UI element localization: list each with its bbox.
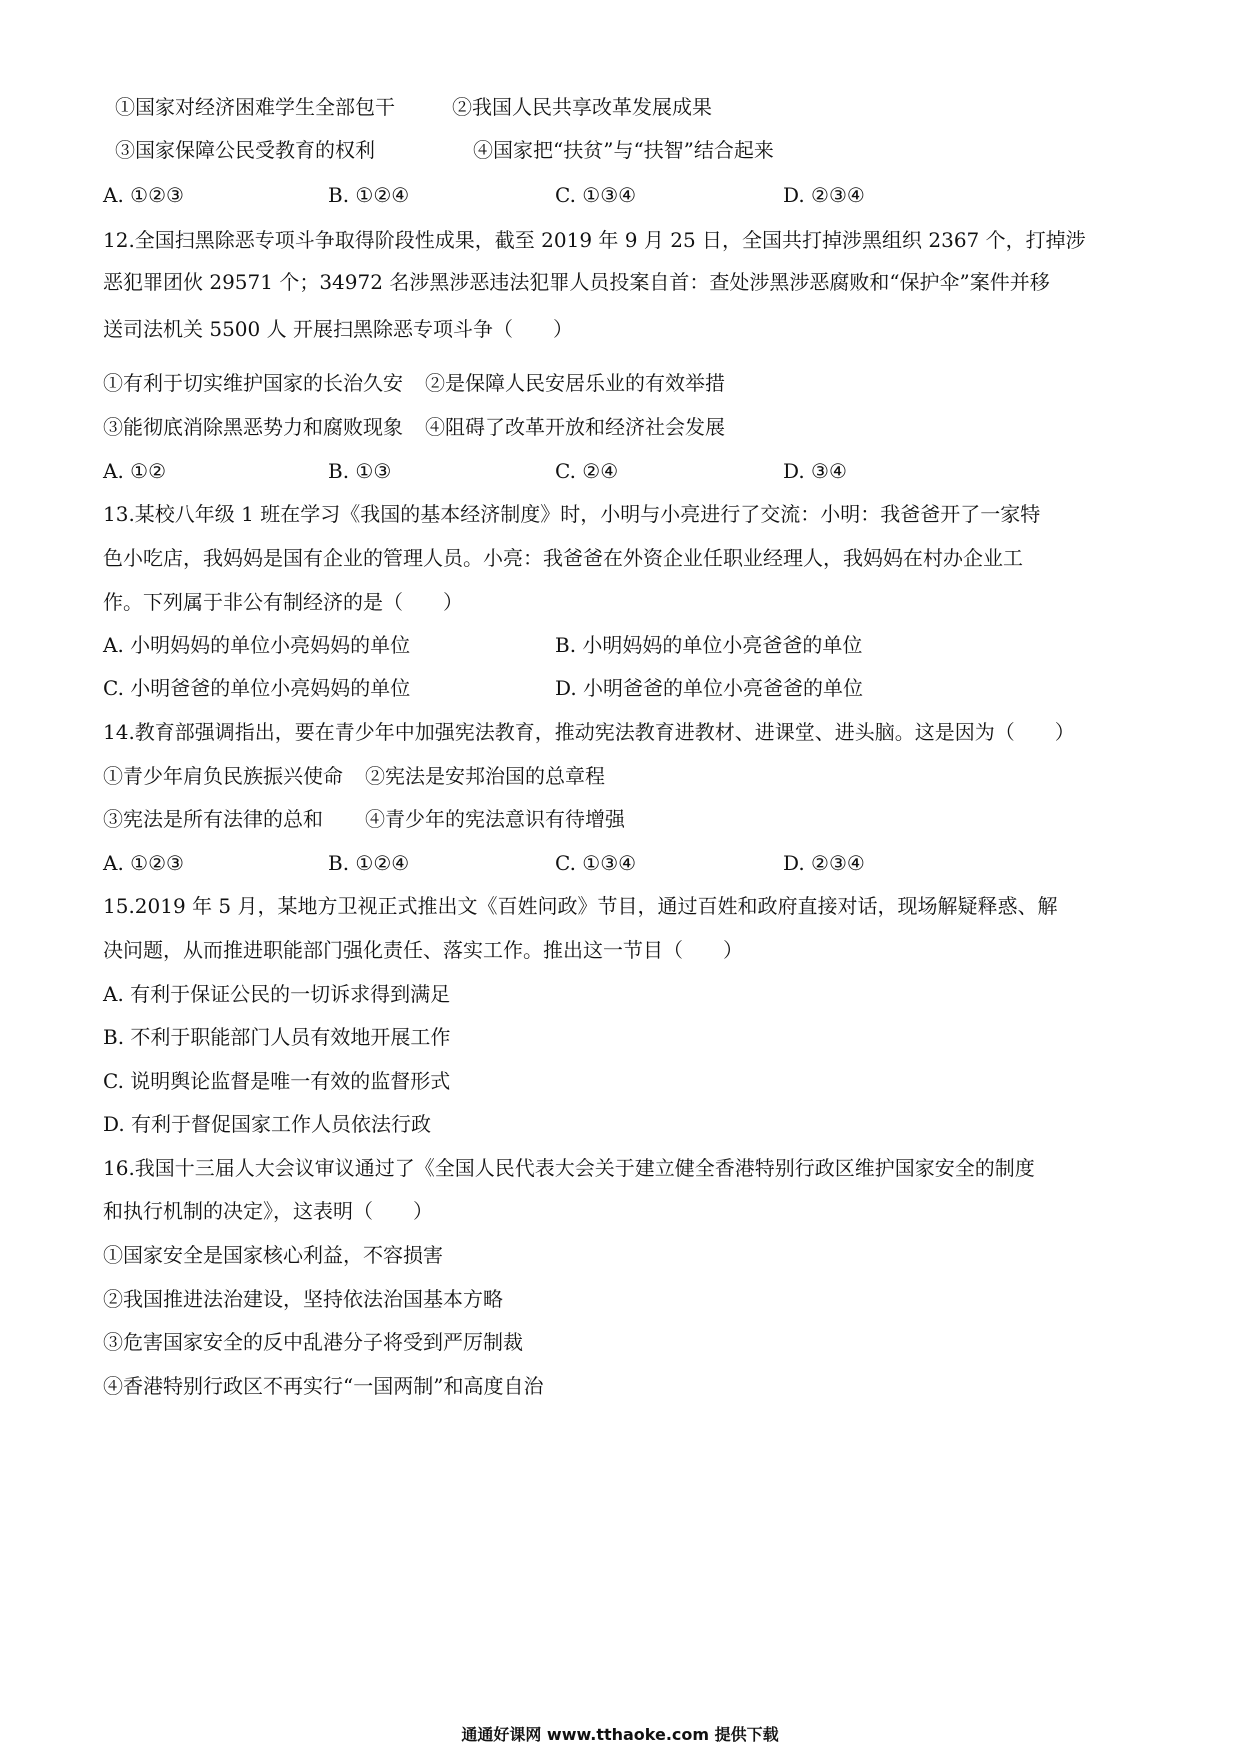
q12-option-3: ③能彻底消除黑恶势力和腐败现象 xyxy=(103,415,403,439)
q11-option-4: ④国家把“扶贫”与“扶智”结合起来 xyxy=(473,138,774,162)
q14-choice-d: D. ②③④ xyxy=(783,851,865,875)
q12-option-1: ①有利于切实维护国家的长治久安 xyxy=(103,371,403,395)
q16-option-2: ②我国推进法治建设，坚持依法治国基本方略 xyxy=(103,1287,503,1311)
q16-stem-line-1: 16.我国十三届人大会议审议通过了《全国人民代表大会关于建立健全香港特别行政区维护国家安全的制度 xyxy=(103,1156,1035,1180)
q11-choice-a: A. ①②③ xyxy=(103,183,184,207)
q12-stem-line-1: 12.全国扫黑除恶专项斗争取得阶段性成果，截至 2019 年 9 月 25 日，全国共打掉涉黑组织 2367 个，打掉涉 xyxy=(103,228,1086,252)
q14-stem-line-1: 14.教育部强调指出，要在青少年中加强宪法教育，推动宪法教育进教材、进课堂、进头脑。这是因为（ ） xyxy=(103,720,1075,744)
q15-stem-line-1: 15.2019 年 5 月，某地方卫视正式推出文《百姓问政》节目，通过百姓和政府直接对话，现场解疑释惑、解 xyxy=(103,894,1058,918)
q11-option-1: ①国家对经济困难学生全部包干 xyxy=(115,95,395,119)
q14-option-3: ③宪法是所有法律的总和 xyxy=(103,807,323,831)
q11-choice-c: C. ①③④ xyxy=(555,183,637,207)
q12-stem-line-3: 送司法机关 5500 人 开展扫黑除恶专项斗争（ ） xyxy=(103,317,573,341)
q15-choice-d: D. 有利于督促国家工作人员依法行政 xyxy=(103,1112,432,1136)
q16-option-4: ④香港特别行政区不再实行“一国两制”和高度自治 xyxy=(103,1374,544,1398)
q14-option-1: ①青少年肩负民族振兴使命 xyxy=(103,764,343,788)
q11-option-3: ③国家保障公民受教育的权利 xyxy=(115,138,375,162)
q13-choice-b: B. 小明妈妈的单位小亮爸爸的单位 xyxy=(555,633,863,657)
q11-option-2: ②我国人民共享改革发展成果 xyxy=(452,95,712,119)
q11-choice-d: D. ②③④ xyxy=(783,183,865,207)
q12-choice-b: B. ①③ xyxy=(328,459,392,483)
q12-option-4: ④阻碍了改革开放和经济社会发展 xyxy=(425,415,725,439)
q13-stem-line-2: 色小吃店，我妈妈是国有企业的管理人员。小亮：我爸爸在外资企业任职业经理人，我妈妈在村办企业工 xyxy=(103,546,1023,570)
q14-option-4: ④青少年的宪法意识有待增强 xyxy=(365,807,625,831)
q13-stem-line-3: 作。下列属于非公有制经济的是（ ） xyxy=(103,590,463,614)
q13-stem-line-1: 13.某校八年级 1 班在学习《我国的基本经济制度》时，小明与小亮进行了交流：小明：我爸爸开了一家特 xyxy=(103,502,1041,526)
q16-stem-line-2: 和执行机制的决定》，这表明（ ） xyxy=(103,1199,433,1223)
q12-option-2: ②是保障人民安居乐业的有效举措 xyxy=(425,371,725,395)
q12-choice-c: C. ②④ xyxy=(555,459,619,483)
q12-choice-d: D. ③④ xyxy=(783,459,847,483)
q16-option-1: ①国家安全是国家核心利益，不容损害 xyxy=(103,1243,443,1267)
q14-option-2: ②宪法是安邦治国的总章程 xyxy=(365,764,605,788)
q14-choice-c: C. ①③④ xyxy=(555,851,637,875)
q15-choice-b: B. 不利于职能部门人员有效地开展工作 xyxy=(103,1025,451,1049)
q15-choice-c: C. 说明舆论监督是唯一有效的监督形式 xyxy=(103,1069,451,1093)
q16-option-3: ③危害国家安全的反中乱港分子将受到严厉制裁 xyxy=(103,1330,523,1354)
page-footer: 通通好课网 www.tthaoke.com 提供下载 xyxy=(461,1725,779,1744)
q13-choice-a: A. 小明妈妈的单位小亮妈妈的单位 xyxy=(103,633,411,657)
q12-stem-line-2: 恶犯罪团伙 29571 个；34972 名涉黑涉恶违法犯罪人员投案自首：查处涉黑涉恶腐败和“保护伞”案件并移 xyxy=(103,270,1050,294)
q14-choice-a: A. ①②③ xyxy=(103,851,184,875)
q12-choice-a: A. ①② xyxy=(103,459,167,483)
q15-choice-a: A. 有利于保证公民的一切诉求得到满足 xyxy=(103,982,451,1006)
q13-choice-c: C. 小明爸爸的单位小亮妈妈的单位 xyxy=(103,676,411,700)
q11-choice-b: B. ①②④ xyxy=(328,183,410,207)
q13-choice-d: D. 小明爸爸的单位小亮爸爸的单位 xyxy=(555,676,864,700)
q14-choice-b: B. ①②④ xyxy=(328,851,410,875)
q15-stem-line-2: 决问题，从而推进职能部门强化责任、落实工作。推出这一节目（ ） xyxy=(103,938,743,962)
